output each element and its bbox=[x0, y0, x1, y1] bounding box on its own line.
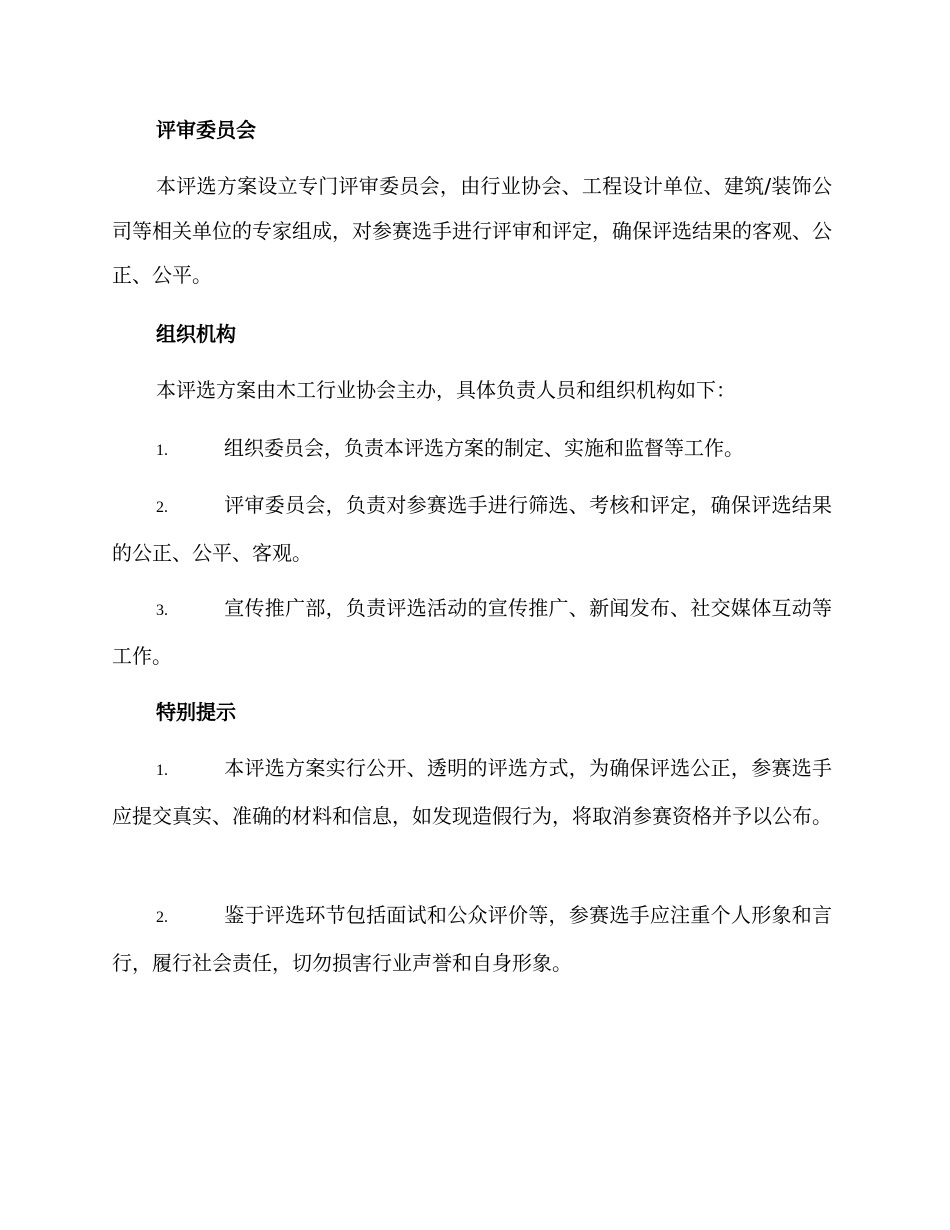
list-item bbox=[112, 426, 832, 474]
list-item-text: 组织委员会，负责本评选方案的制定、实施和监督等工作。 bbox=[224, 436, 744, 460]
list-item-number: 2. bbox=[156, 909, 168, 926]
list-item-number: 1. bbox=[156, 442, 168, 459]
section-paragraph-review-committee: 本评选方案设立专门评审委员会，由行业协会、工程设计单位、建筑/装饰公司等相关单位的专家组成，对参赛选手进行评审和评定，确保评选结果的客观、公正、公平。 bbox=[112, 174, 832, 287]
list-item bbox=[112, 483, 832, 575]
list-item-text: 评审委员会，负责对参赛选手进行筛选、考核和评定，确保评选结果的公正、公平、客观。 bbox=[112, 493, 832, 565]
list-item-text: 宣传推广部，负责评选活动的宣传推广、新闻发布、社交媒体互动等工作。 bbox=[112, 596, 832, 668]
list-item-number: 2. bbox=[156, 499, 168, 516]
section-heading-review-committee: 评审委员会 bbox=[156, 118, 256, 142]
list-item-text: 鉴于评选环节包括面试和公众评价等，参赛选手应注重个人形象和言行，履行社会责任，切勿损害行业声誉和自身形象。 bbox=[112, 903, 832, 975]
list-item bbox=[112, 586, 832, 678]
list-item bbox=[112, 893, 832, 985]
section-paragraph-organization: 本评选方案由木工行业协会主办，具体负责人员和组织机构如下： bbox=[156, 378, 736, 402]
list-item-number: 3. bbox=[156, 602, 168, 619]
list-item bbox=[112, 746, 832, 838]
list-item-number: 1. bbox=[156, 762, 168, 779]
section-heading-organization: 组织机构 bbox=[156, 322, 236, 346]
list-item-text: 本评选方案实行公开、透明的评选方式，为确保评选公正，参赛选手应提交真实、准确的材料和信息，如发现造假行为，将取消参赛资格并予以公布。 bbox=[112, 756, 832, 828]
section-heading-special-notice: 特别提示 bbox=[156, 700, 236, 724]
